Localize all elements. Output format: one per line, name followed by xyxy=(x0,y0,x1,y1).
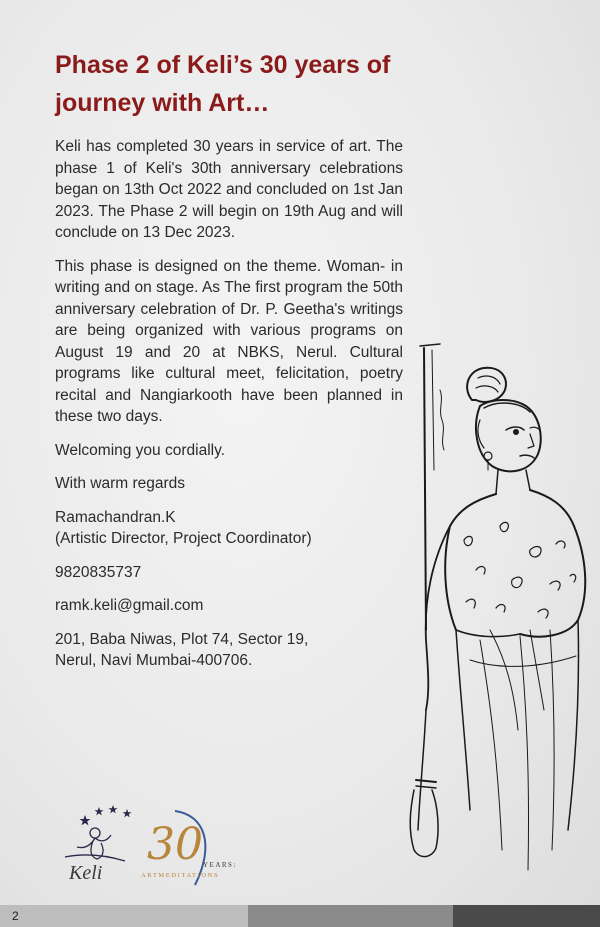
letter-body xyxy=(55,136,403,684)
footer-bar-light xyxy=(0,905,248,927)
email-address: ramk.keli@gmail.com xyxy=(55,597,204,614)
signatory-role: (Artistic Director, Project Coordinator) xyxy=(55,530,312,547)
address-line-1: 201, Baba Niwas, Plot 74, Sector 19, xyxy=(55,630,309,648)
logo-graphic xyxy=(55,795,245,895)
page-number: 2 xyxy=(12,909,19,923)
signatory-block xyxy=(55,507,403,550)
page-title xyxy=(55,46,475,122)
logo-keli-text: Keli xyxy=(69,862,103,884)
svg-text:30: 30 xyxy=(147,819,203,870)
page-title-line-2: journey with Art… xyxy=(55,89,270,117)
woman-sketch-illustration xyxy=(380,330,600,900)
address-line-2: Nerul, Navi Mumbai-400706. xyxy=(55,652,253,669)
logo-years-text: YEARS: xyxy=(203,861,237,869)
intro-paragraph: Keli has completed 30 years in service of art. The phase 1 of Keli's 30th anniversary celebrations began on 13th Oct 2022 and concluded on 1st Jan 2023. The Phase 2 will begin on 19th Aug and will conclude on 13 Dec 2023. xyxy=(55,138,403,241)
logo-tagline-text: ARTMEDITATIONS xyxy=(141,872,220,879)
theme-paragraph: This phase is designed on the theme. Woman- in writing and on stage. As The first program the 50th anniversary celebration of Dr. P. Geetha's writings are being organized with various programs on August 19 and 20 at NBKS, Nerul. Cultural programs like cultural meet, felicitation, poetry recital and Nangiarkooth have been planned in these two days. xyxy=(55,257,403,425)
phone-number: 9820835737 xyxy=(55,563,142,581)
page-footer xyxy=(0,905,600,927)
footer-bar-mid xyxy=(248,905,453,927)
postal-address xyxy=(55,629,403,672)
regards-text: With warm regards xyxy=(55,475,186,492)
page-title-line-1: Phase 2 of Keli’s 30 years of xyxy=(55,51,391,79)
stars-icon xyxy=(80,805,132,825)
signatory-name: Ramachandran.K xyxy=(55,508,176,526)
keli-30-years-logo xyxy=(55,795,245,895)
welcome-text: Welcoming you cordially. xyxy=(55,441,225,459)
footer-bar-dark xyxy=(453,905,600,927)
dancer-icon xyxy=(65,828,125,861)
